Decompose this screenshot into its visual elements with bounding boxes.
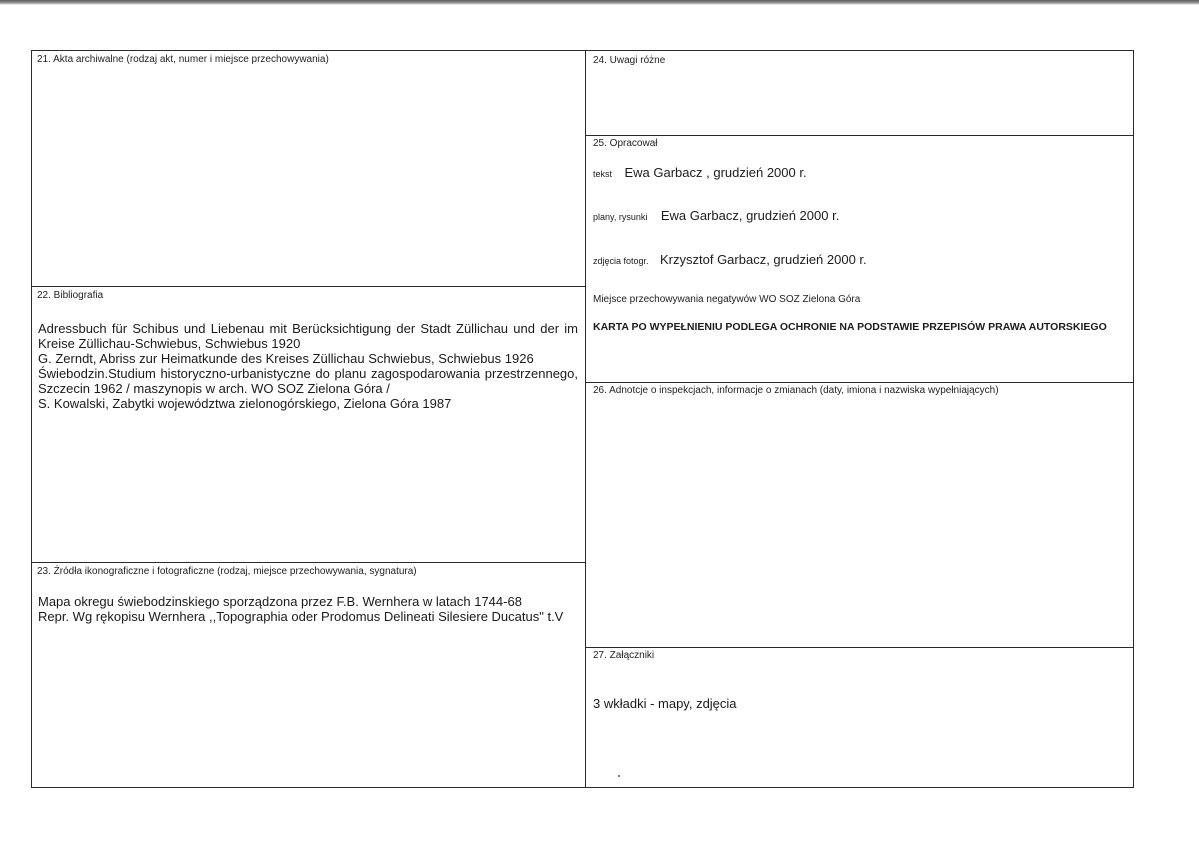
section-27-label: 27. Załączniki — [593, 650, 655, 661]
bibliography-list — [38, 321, 578, 411]
section-21-label: 21. Akta archiwalne (rodzaj akt, numer i miejsce przechowywania) — [37, 54, 329, 65]
author-text-row — [593, 164, 807, 182]
divider-25-26 — [585, 382, 1134, 383]
iconographic-entry: Mapa okregu świebodzinskiego sporządzona przez F.B. Wernhera w latach 1744-68 — [38, 594, 522, 609]
iconographic-entry: Repr. Wg rękopisu Wernhera ,,Topographia oder Prodomus Delineati Silesiere Ducatus" t.V — [38, 609, 564, 624]
section-22-label: 22. Bibliografia — [37, 290, 104, 301]
author-photos-label: zdjęcia fotogr. — [593, 256, 649, 266]
divider-24-25 — [585, 135, 1134, 136]
iconographic-sources-list — [38, 594, 578, 624]
bibliography-entry: S. Kowalski, Zabytki województwa zielonogórskiego, Zielona Góra 1987 — [38, 396, 452, 411]
author-plans-value: Ewa Garbacz, grudzień 2000 r. — [660, 208, 840, 223]
divider-22-23 — [32, 562, 585, 563]
author-photos-value: Krzysztof Garbacz, grudzień 2000 r. — [660, 252, 867, 267]
bibliography-entry: G. Zerndt, Abriss zur Heimatkunde des Kreises Züllichau Schwiebus, Schwiebus 1926 — [38, 351, 534, 366]
copyright-note: KARTA PO WYPEŁNIENIU PODLEGA OCHRONIE NA PODSTAWIE PRZEPISÓW PRAWA AUTORSKIEGO — [593, 321, 1107, 333]
author-text-label: tekst — [593, 169, 613, 179]
section-24-label: 24. Uwagi różne — [593, 55, 666, 66]
author-plans-row — [593, 207, 839, 225]
author-plans-label: plany, rysunki — [593, 212, 648, 222]
scan-speck — [618, 775, 620, 777]
negatives-location: Miejsce przechowywania negatywów WO SOZ Zielona Góra — [593, 294, 861, 305]
section-25-label: 25. Opracował — [593, 138, 658, 149]
record-card-form — [31, 50, 1134, 788]
attachments-value: 3 wkładki - mapy, zdjęcia — [593, 696, 737, 711]
divider-26-27 — [585, 647, 1134, 648]
divider-21-22 — [32, 286, 585, 287]
author-photos-row — [593, 251, 867, 269]
bibliography-entry: Adressbuch für Schibus und Liebenau mit Berücksichtigung der Stadt Züllichau und der im Kreise Züllichau-Schwiebus, Schwiebus 1920 — [38, 321, 578, 351]
column-divider — [585, 51, 586, 788]
section-26-label: 26. Adnotcje o inspekcjach, informacje o zmianach (daty, imiona i nazwiska wypełniających) — [593, 385, 999, 396]
author-text-value: Ewa Garbacz , grudzień 2000 r. — [624, 165, 807, 180]
scan-top-edge — [0, 0, 1199, 5]
section-23-label: 23. Źródła ikonograficzne i fotograficzne (rodzaj, miejsce przechowywania, sygnatura) — [37, 566, 417, 577]
bibliography-entry: Świebodzin.Studium historyczno-urbanistyczne do planu zagospodarowania przestrzennego, Szczecin 1962 / maszynopis w arch. WO SOZ Zielona Góra / — [38, 366, 578, 396]
